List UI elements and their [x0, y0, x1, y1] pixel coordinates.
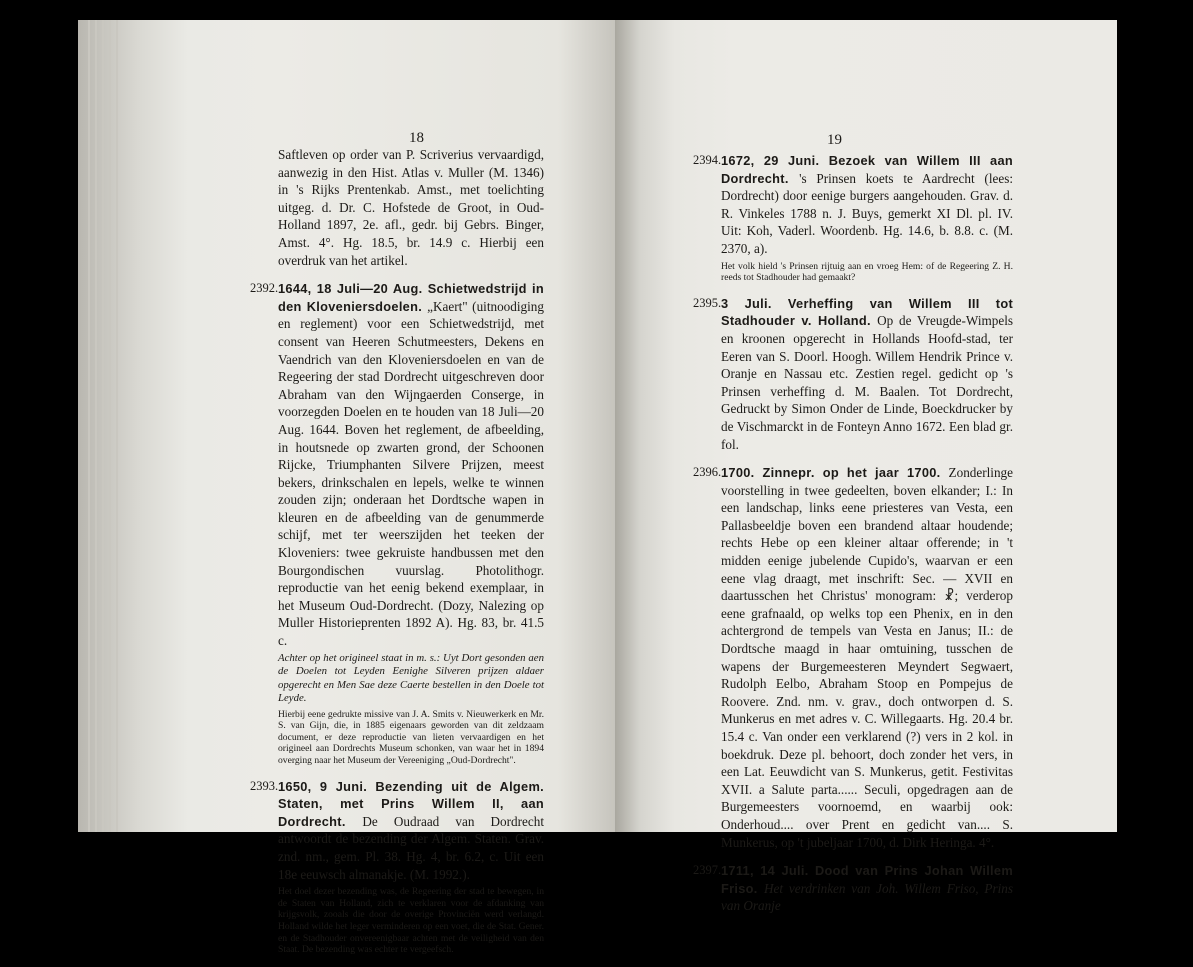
page-edge [88, 20, 90, 832]
entry-body: 's Prinsen koets te Aardrecht (lees: Dordrecht) door eenige burgers aangehouden. Grav. d. R. Vinkeles 1788 n. J. Buys, gemerkt XI Dl. pl. IV. Uit: Koh, Vaderl. Woordenb. Hg. 14.6, b. 8.8. c. (M. 2370, a). [721, 170, 1013, 256]
entry-number: 2392. [250, 281, 279, 296]
right-page [615, 20, 1117, 914]
page-edge [95, 20, 97, 832]
catalog-entry-2392 [250, 280, 544, 766]
entry-heading: 1650, 9 Juni. Bezending uit de Algem. Staten, met Prins Willem II, aan Dordrecht. [278, 778, 544, 829]
page-number: 19 [827, 132, 842, 148]
page-edge [116, 20, 118, 832]
entry-number: 2396. [693, 465, 722, 480]
entry-heading: 1700. Zinnepr. op het jaar 1700. [721, 465, 949, 481]
right-text-column [693, 152, 1013, 926]
open-book [78, 20, 1117, 956]
catalog-entry-2393 [250, 778, 544, 956]
catalog-entry-2394 [693, 152, 1013, 284]
entry-number: 2394. [693, 153, 722, 167]
catalog-entry-2396 [693, 464, 1013, 851]
entry-number: 2393. [250, 778, 279, 793]
page-edge [109, 20, 111, 832]
entry-heading: 3 Juli. Verheffing van Willem III tot Stadhouder v. Holland. [721, 295, 1013, 329]
page-number: 18 [409, 130, 424, 146]
left-text-column [250, 146, 544, 967]
entry-footnote: Het volk hield 's Prinsen rijtuig aan en vroeg Hem: of de Regeering Z. H. reeds tot Stadhouder had gemaakt? [721, 260, 1013, 284]
entry-body: Op de Vreugde-Wimpels en kroonen opgerecht in Hollands Hoofd-stad, ter Eeren van S. Doorl. Hoogh. Willem Hendrik Prince v. Oranje en Nassau etc. Zestien regel. gedicht op 's Prinsen verheffing d. M. Baalen. Tot Dordrecht, Gedruckt by Simon Onder de Linde, Boeckdrucker by de Vischmarckt in de Fonteyn Anno 1672. Een blad gr. fol. [721, 313, 1013, 452]
catalog-entry-2397 [693, 862, 1013, 915]
entry-note: Achter op het origineel staat in m. s.: Uyt Dort gesonden aen de Doelen tot Leyden Eenighe Silveren prijzen aldaer opgerecht en Men Sae deze Caerte bestellen in den Doele tot Leyde. [278, 651, 544, 705]
entry-heading: 1711, 14 Juli. Dood van Prins Johan Willem Friso. [721, 863, 1013, 896]
left-page [78, 20, 615, 956]
entry-body: De Oudraad van Dordrecht antwoordt de bezending der Algem. Staten. Grav. znd. nm., gem. Pl. 38. Hg. 4, br. 6.2, c. Uit een 18e eeuwsch almanakje. (M. 1992.). [278, 813, 544, 882]
entry-number: 2397. [693, 863, 722, 878]
entry-heading: 1644, 18 Juli—20 Aug. Schietwedstrijd in den Kloveniersdoelen. [278, 281, 544, 314]
catalog-entry-2395 [693, 295, 1013, 453]
continuation-paragraph: Saftleven op order van P. Scriverius vervaardigd, aanwezig in den Hist. Atlas v. Muller (M. 1346) in 's Rijks Prentenkab. Amst., met toelichting uitgeg. d. Dr. C. Hofstede de Groot, in Oud-Holland 1897, 2e. afl., gedr. bij Gebrs. Binger, Amst. 4°. Hg. 18.5, br. 14.9 c. Hierbij een overdruk van het artikel. [278, 147, 544, 268]
entry-footnote: Het doel dezer bezending was, de Regeering der stad te bewegen, in de Staten van Holland, zich te verklaren voor de afdanking van krijgsvolk, zooals die door de overige Provinciën werd verlangd. Holland wilde het leger verminderen op een voet, die de Stat. Gener. en de Stadhouder onvereenigbaar achten met de veiligheid van den Staat. De bezending was echter te vergeefsch. [278, 886, 544, 956]
entry-body: „Kaert" (uitnoodiging en reglement) voor een Schietwedstrijd, met consent van Heeren Schutmeesters, Dekens en Vaendrich van den Kloveniersdoelen en van de Regeering der stad Dordrecht uitgeschreven door Abraham van den Wijngaerden Conserge, in voorzegden Doelen en te houden van 18 Juli—20 Aug. 1644. Boven het reglement, de afbeelding, in houtsnede op zwarten grond, der Schoonen Rijcke, Triumphanten Silvere Prijzen, meest bekers, drinkschalen en lepels, welke te winnen zouden zijn; onderaan het Dordtsche wapen in kleuren en de afbeelding van de genummerde schijf, met ter weerszijden het teeken der Kloveniers: twee gekruiste handbussen met den Bourgondischen vuurslag. Photolithogr. reproductie van het eenig bekend exemplaar, in het Museum Oud-Dordrecht. (Dozy, Nalezing op Muller Historieprenten 1892 A). Hg. 83, br. 41.5 c. [278, 298, 544, 649]
entry-footnote: Hierbij eene gedrukte missive van J. A. Smits v. Nieuwerkerk en Mr. S. van Gijn, die, in 1885 eigenaars geworden van dit zeldzaam document, er deze reproductie van lieten vervaardigen en het origineel aan Dordrechts Museum schonken, van waar het in 1894 overging naar het Museum der Vereeniging „Oud-Dordrecht". [278, 708, 544, 766]
entry-heading: 1672, 29 Juni. Bezoek van Willem III aan Dordrecht. [721, 153, 1013, 186]
entry-body: Zonderlinge voorstelling in twee gedeelten, boven elkander; I.: In een landschap, links eene priesteres van Vesta, een Pallasbeeldje boven een brandend altaar houdende; rechts Hebe op een kleiner altaar offerende; in 't midden eenige jubelende Cupido's, waarvan er een eene vlag draagt, met inschrift: Sec. — XVII en daartusschen het Christus' monogram: ☧; verderop eene grafnaald, op welks top een Phenix, en in den achtergrond de tempels van Vesta en Janus; II.: de Dordtsche maagd in haar omtuining, tusschen de wapens der Burgemeesteren Meyndert Segwaert, Rudolph Eelbo, Abraham Stoop en Pompejus de Roovere. Znd. nm. v. grav., doch ontworpen d. S. Munkerus en met adres v. C. Willegaarts. Hg. 20.4 br. 15.4 c. Van onder een verklarend (?) vers in 2 kol. in boekdruk. Deze pl. behoort, doch zonder het vers, in een Lat. Eeuwdicht van S. Munkerus, getit. Festivitas XVII. a Salute parta...... Seculi, opgedragen aan de Burgemeesters voornoemd, en waarbij ook: Onderhoud.... over Prent en gedicht van.... S. Munkerus, op 't jubeljaar 1700, d. Dirk Heringa. 4°. [721, 465, 1013, 850]
entry-body: Het verdrinken van Joh. Willem Friso, Prins van Oranje [721, 880, 1013, 914]
entry-number: 2395. [693, 295, 722, 310]
page-edge [102, 20, 104, 832]
